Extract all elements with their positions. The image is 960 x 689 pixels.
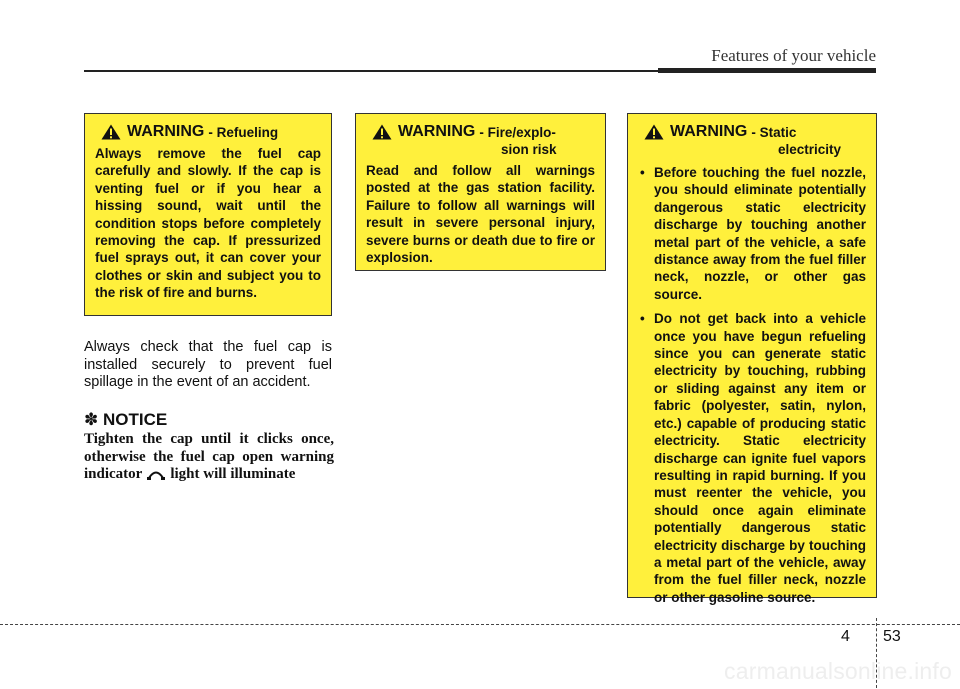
warning-header bbox=[638, 123, 866, 141]
page-section-number: 4 bbox=[841, 628, 850, 645]
page-number: 53 bbox=[883, 628, 901, 645]
warning-body: Always remove the fuel cap carefully and slowly. If the cap is venting fuel or if you hear a hissing sound, wait until the condition stops before completely removing the cap. If pressurized fuel sprays out, it can cover your clothes or skin and subject you to the risk of fire and burns. bbox=[95, 146, 321, 301]
warning-word: WARNING bbox=[398, 123, 476, 140]
warning-subtitle-continued: sion risk bbox=[501, 142, 557, 157]
notice-body: Tighten the cap until it clicks once, otherwise the fuel cap open warning indicator light will illuminate bbox=[84, 431, 334, 482]
warning-bullet: • Before touching the fuel nozzle, you should eliminate potentially dangerous static electricity discharge by touching another metal part of the vehicle, a safe distance away from the fuel filler neck, nozzle, or other gas source. bbox=[640, 165, 866, 302]
warning-bullet-list bbox=[638, 164, 866, 606]
warning-bullet: • Do not get back into a vehicle once you have begun refueling since you can generate static electricity by touching, rubbing or sliding against any item or fabric (polyester, satin, nylon, etc.) capable of producing static electricity. Static electricity discharge can ignite fuel vapors resulting in rapid burning. If you must reenter the vehicle, you should once again eliminate potentially dangerous static electricity discharge by touching a metal part of the vehicle, away from the fuel filler neck, nozzle or other gasoline source. bbox=[640, 311, 866, 605]
watermark-site: carmanualsonline.info bbox=[724, 658, 952, 684]
warning-word: WARNING bbox=[127, 123, 205, 140]
warning-box-fire-explosion bbox=[355, 113, 606, 271]
warning-body: Read and follow all warnings posted at the gas station facility. Failure to follow all warnings will result in severe personal injury, severe burns or death due to fire or explosion. bbox=[366, 163, 595, 266]
warning-triangle-icon bbox=[101, 124, 121, 140]
notice-title: ✽ NOTICE bbox=[84, 410, 168, 429]
warning-subtitle: - Refueling bbox=[208, 125, 279, 140]
warning-triangle-icon bbox=[372, 124, 392, 140]
warning-box-refueling bbox=[84, 113, 332, 316]
header-title: Features of your vehicle bbox=[711, 46, 876, 65]
page-footer-rule bbox=[0, 624, 960, 625]
fuel-cap-warning-icon bbox=[146, 469, 166, 481]
warning-box-static-electricity bbox=[627, 113, 877, 605]
fuel-cap-paragraph: Always check that the fuel cap is installed securely to prevent fuel spillage in the event of an accident. bbox=[84, 339, 332, 391]
warning-subtitle: - Static bbox=[751, 125, 797, 140]
warning-subtitle-continued: electricity bbox=[778, 142, 842, 157]
warning-triangle-icon bbox=[644, 124, 664, 140]
warning-subtitle: - Fire/explo- bbox=[479, 125, 556, 140]
header-rule-accent bbox=[658, 68, 876, 73]
warning-header bbox=[95, 123, 321, 141]
warning-header bbox=[366, 123, 595, 141]
warning-word: WARNING bbox=[670, 123, 748, 140]
